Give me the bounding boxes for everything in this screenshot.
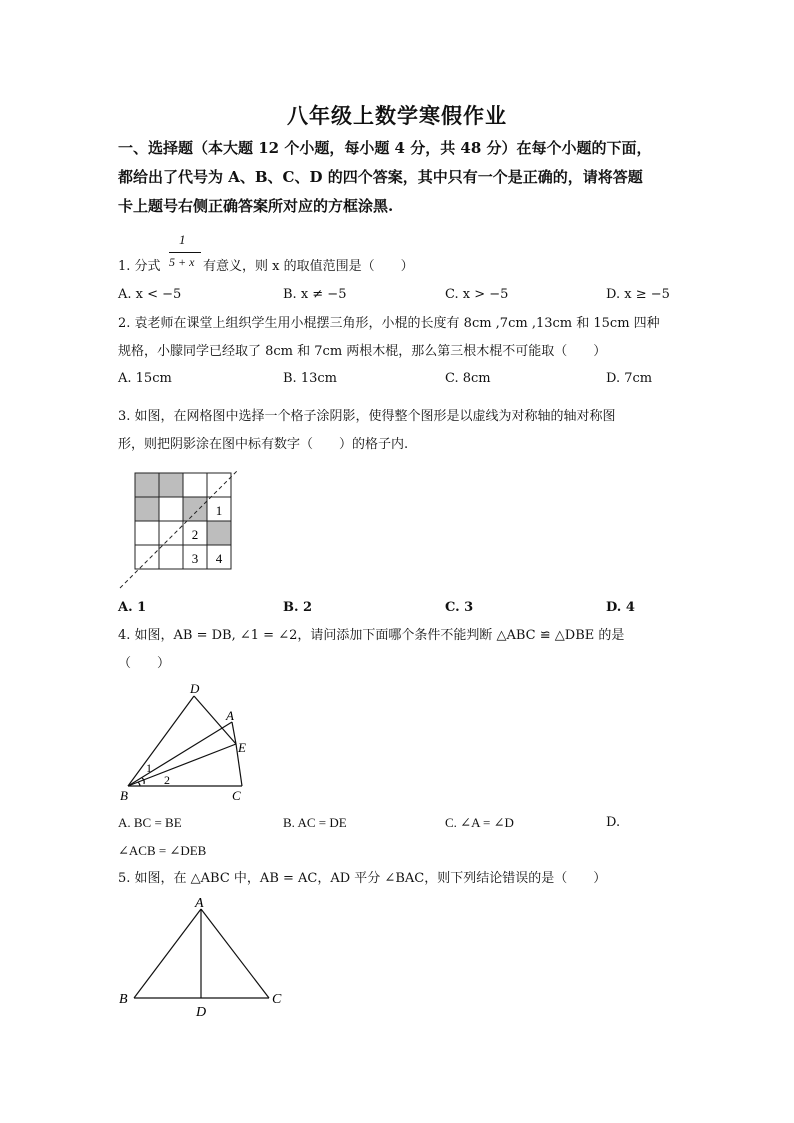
section-line-3: 卡上题号右侧正确答案所对应的方框涂黑. <box>118 197 394 215</box>
label-D: D <box>190 681 200 696</box>
grid-label-2: 2 <box>191 527 199 542</box>
grid-label-1: 1 <box>215 503 223 518</box>
fraction-denominator: 5 + x <box>169 255 195 269</box>
q1-option-d[interactable]: D. x ≥ −5 <box>606 287 670 302</box>
question-1-suffix: 有意义，则 x 的取值范围是（ ） <box>203 259 414 274</box>
question-1-prefix: 1. 分式 <box>118 259 161 274</box>
triangle-figure-4 <box>114 680 264 804</box>
q1-option-c[interactable]: C. x > −5 <box>445 287 509 302</box>
q4-option-b[interactable]: B. AC = DE <box>283 815 347 830</box>
question-2-line-1: 2. 袁老师在课堂上组织学生用小棍摆三角形，小棍的长度有 8cm ,7cm ,13cm 和 15cm 四种 <box>118 316 660 331</box>
shaded-cell <box>207 521 231 545</box>
q2-option-a[interactable]: A. 15cm <box>118 371 172 386</box>
question-4-line-2: （ ） <box>118 656 171 671</box>
triangle-figure-5 <box>114 893 294 1021</box>
triangle-lines <box>134 909 269 998</box>
q4-option-d-content[interactable]: ∠ACB = ∠DEB <box>118 843 207 858</box>
q3-option-a[interactable]: A. 1 <box>118 600 147 615</box>
shaded-cell <box>159 473 183 497</box>
q2-option-d[interactable]: D. 7cm <box>606 371 653 386</box>
shaded-cell <box>183 497 207 521</box>
label-A: A <box>226 708 234 723</box>
shaded-cell <box>135 497 159 521</box>
label-B: B <box>119 992 128 1007</box>
q3-option-b[interactable]: B. 2 <box>283 600 313 615</box>
angle-label-2: 2 <box>164 773 170 787</box>
question-4-line-1: 4. 如图，AB = DB, ∠1 = ∠2，请问添加下面哪个条件不能判断 △ABC ≌ △DBE 的是 <box>118 628 625 643</box>
q4-option-c[interactable]: C. ∠A = ∠D <box>445 815 514 830</box>
label-C: C <box>272 992 282 1007</box>
fraction-numerator: 1 <box>179 232 186 247</box>
grid-label-4: 4 <box>215 551 223 566</box>
angle-label-1: 1 <box>146 761 152 775</box>
q1-option-b[interactable]: B. x ≠ −5 <box>283 287 347 302</box>
section-line-1: 一、选择题（本大题 12 个小题，每小题 4 分，共 48 分）在每个小题的下面， <box>118 139 652 157</box>
label-D: D <box>196 1005 207 1020</box>
label-E: E <box>238 740 246 755</box>
page-title: 八年级上数学寒假作业 <box>287 103 507 128</box>
question-5-line-1: 5. 如图，在 △ABC 中，AB = AC，AD 平分 ∠BAC，则下列结论错误的是（ ） <box>118 871 607 886</box>
section-line-2: 都给出了代号为 A、B、C、D 的四个答案，其中只有一个是正确的，请将答题 <box>118 168 643 186</box>
label-B: B <box>120 788 128 803</box>
q4-option-a[interactable]: A. BC = BE <box>118 815 182 830</box>
q3-option-d[interactable]: D. 4 <box>606 600 635 615</box>
q3-option-c[interactable]: C. 3 <box>445 600 474 615</box>
q2-option-b[interactable]: B. 13cm <box>283 371 337 386</box>
q1-option-a[interactable]: A. x < −5 <box>118 287 182 302</box>
grid-figure <box>116 470 256 594</box>
label-A: A <box>195 896 204 911</box>
label-C: C <box>232 788 241 803</box>
shaded-cell <box>135 473 159 497</box>
fraction-bar <box>169 252 201 253</box>
grid-label-3: 3 <box>191 551 199 566</box>
q4-option-d[interactable]: D. <box>606 815 621 830</box>
q2-option-c[interactable]: C. 8cm <box>445 371 491 386</box>
section-heading <box>118 134 678 221</box>
question-3-line-1: 3. 如图，在网格图中选择一个格子涂阴影，使得整个图形是以虚线为对称轴的轴对称图 <box>118 409 616 424</box>
question-2-line-2: 规格，小朦同学已经取了 8cm 和 7cm 两根木棍，那么第三根木棍不可能取（ ） <box>118 344 607 359</box>
question-3-line-2: 形，则把阴影涂在图中标有数字（ ）的格子内. <box>118 437 409 452</box>
